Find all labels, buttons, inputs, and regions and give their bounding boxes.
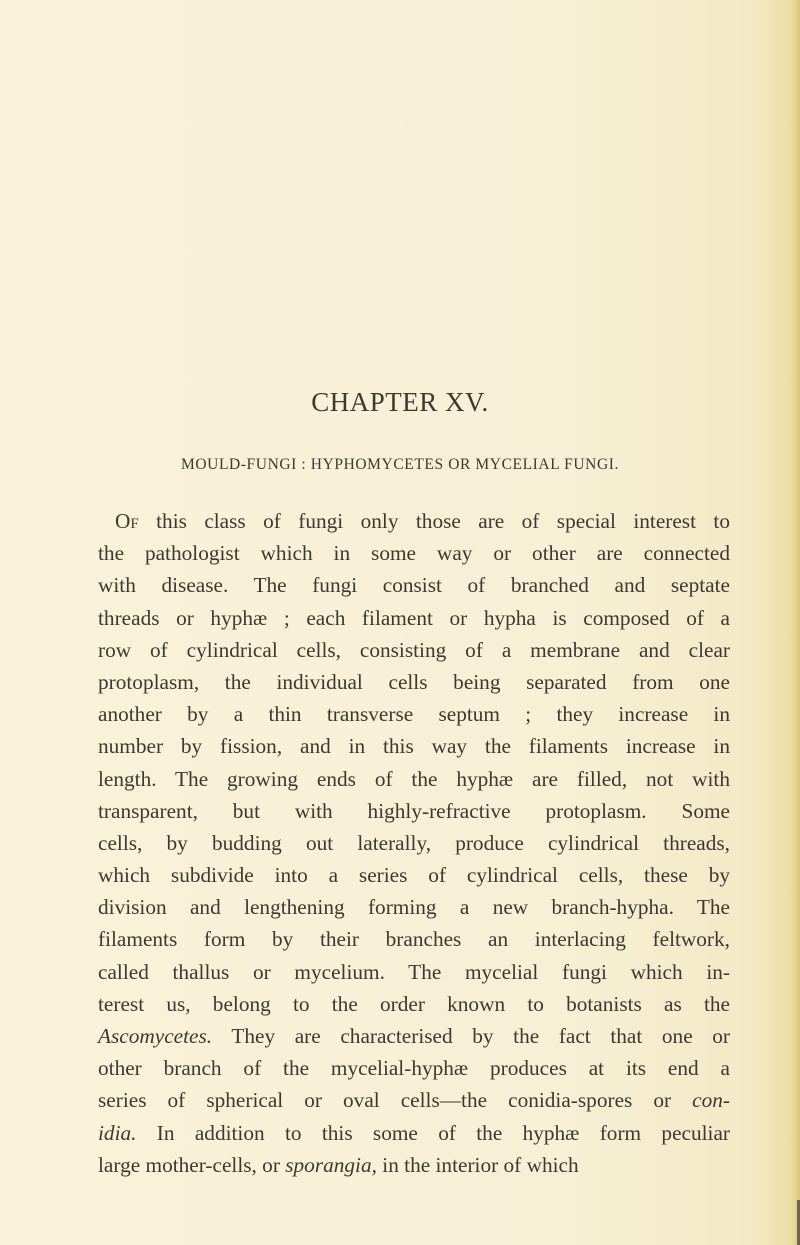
paragraph-line: terest us, belong to the order known to botanists as the — [98, 991, 730, 1016]
paragraph-line — [98, 1117, 730, 1149]
paragraph-line: which subdivide into a series of cylindrical cells, these by — [98, 863, 730, 888]
line-text: They are characterised by the fact that one or — [212, 1024, 730, 1048]
paragraph-line: with disease. The fungi consist of branched and septate — [98, 573, 730, 598]
paragraph-line: threads or hyphæ ; each filament or hypha is composed of a — [98, 605, 730, 630]
italic-term: Ascomycetes. — [98, 1024, 213, 1048]
lead-word: Of — [115, 509, 139, 533]
paragraph-line — [98, 1020, 730, 1052]
paragraph-line — [98, 1084, 730, 1116]
chapter-title: CHAPTER XV. — [311, 387, 489, 417]
paragraph-line: called thallus or mycelium. The mycelial fungi which in- — [98, 959, 730, 984]
line-text: series of spherical or oval cells—the conidia-spores or — [98, 1088, 693, 1113]
italic-term: sporangia, — [285, 1152, 377, 1177]
line-text: in the interior of which — [376, 1152, 579, 1177]
paragraph-line: cells, by budding out laterally, produce cylindrical threads, — [98, 830, 730, 855]
paragraph-line: filaments form by their branches an interlacing feltwork, — [98, 927, 730, 952]
paragraph-line: division and lengthening forming a new branch-hypha. The — [98, 895, 730, 920]
chapter-subtitle: MOULD-FUNGI : HYPHOMYCETES OR MYCELIAL FUNGI. — [180, 456, 620, 473]
paragraph-line: row of cylindrical cells, consisting of a membrane and clear — [98, 637, 730, 662]
line-text: this class of fungi only those are of special interest to — [138, 509, 730, 533]
paragraph-line: protoplasm, the individual cells being separated from one — [98, 669, 730, 694]
line-text: large mother-cells, or — [98, 1152, 286, 1177]
page-edge — [790, 0, 800, 1245]
paragraph-line — [98, 505, 730, 537]
italic-term: con- — [692, 1088, 730, 1113]
italic-term: idia. — [98, 1120, 137, 1145]
paragraph-line — [98, 1149, 730, 1181]
paragraph-line: number by fission, and in this way the filaments increase in — [98, 734, 730, 759]
paragraph-line: another by a thin transverse septum ; they increase in — [98, 702, 730, 727]
paragraph-line: length. The growing ends of the hyphæ are filled, not with — [98, 766, 730, 791]
body-paragraph — [98, 505, 730, 1181]
paragraph-line: the pathologist which in some way or other are connected — [98, 541, 730, 566]
paragraph-line: transparent, but with highly-refractive protoplasm. Some — [98, 798, 730, 823]
paragraph-line: other branch of the mycelial-hyphæ produces at its end a — [98, 1056, 730, 1081]
line-text: In addition to this some of the hyphæ form peculiar — [136, 1120, 730, 1145]
